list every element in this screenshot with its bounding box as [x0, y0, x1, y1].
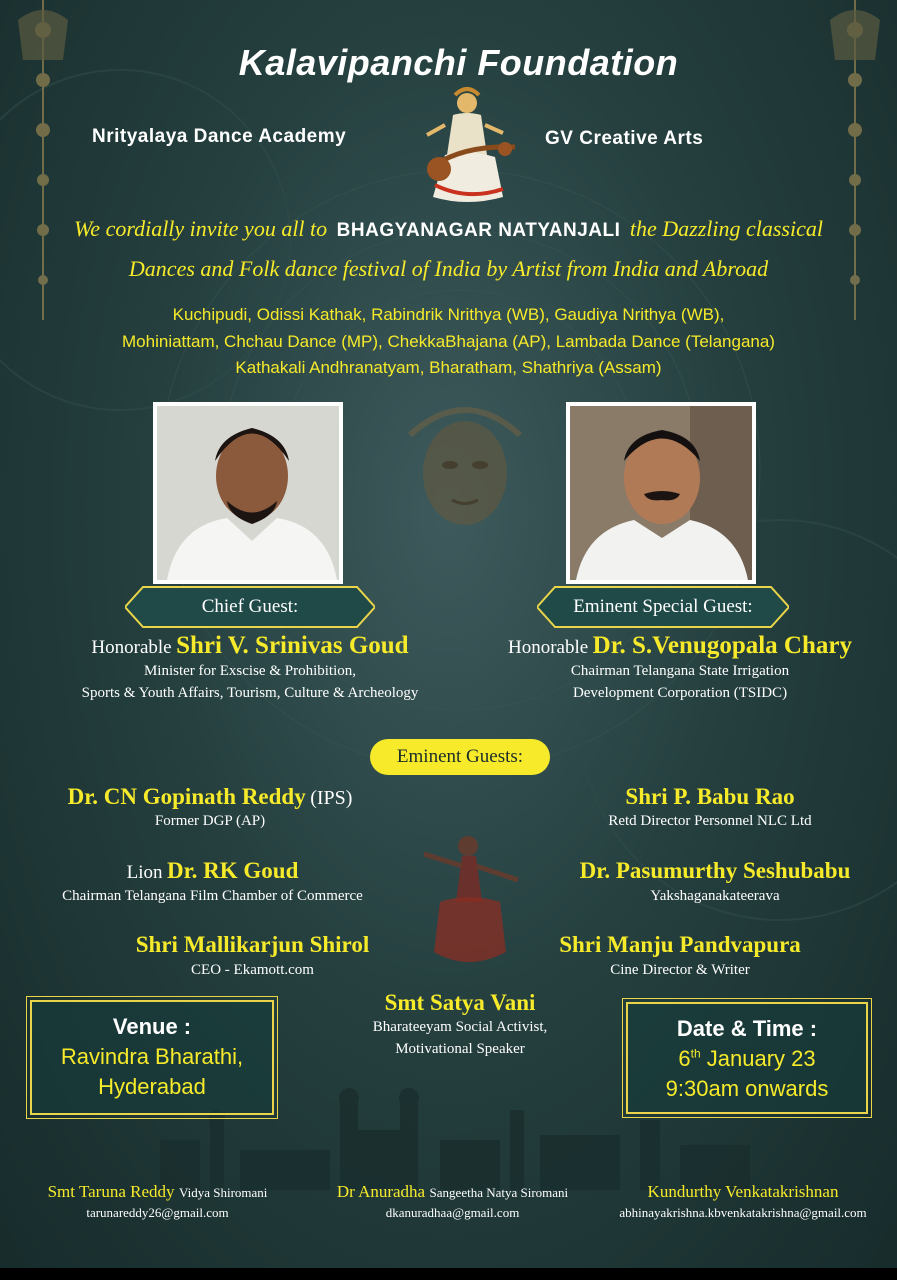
date-time-label: Date & Time :: [676, 1016, 818, 1041]
special-guest-role-2: Development Corporation (TSIDC): [572, 685, 788, 701]
dance-list-line-1: Kuchipudi, Odissi Kathak, Rabindrik Nrithya (WB), Gaudiya Nrithya (WB),: [172, 305, 725, 324]
eminent-guest-4-name: Dr. Pasumurthy Seshubabu: [579, 858, 851, 883]
invitation-intro: We cordially invite you all to: [74, 216, 328, 241]
event-day-suffix: th: [690, 1046, 701, 1061]
venue-line-1: Ravindra Bharathi,: [60, 1044, 244, 1069]
venue-box: [30, 1000, 274, 1115]
eminent-guest-4-role: Yakshaganakateerava: [650, 888, 780, 904]
eminent-guest-3-role: Chairman Telangana Film Chamber of Commerce: [62, 888, 363, 904]
contact-3-name: Kundurthy Venkatakrishnan: [647, 1182, 839, 1201]
special-guest-banner: Eminent Special Guest:: [573, 596, 753, 617]
eminent-guest-1-role: Former DGP (AP): [154, 813, 266, 829]
eminent-guest-7: [250, 990, 670, 1016]
eminent-guest-5-name: Shri Mallikarjun Shirol: [135, 932, 370, 957]
saraswati-veena-logo: [405, 85, 525, 210]
eminent-guest-6-name: Shri Manju Pandvapura: [559, 932, 801, 957]
eminent-guest-2-role: Retd Director Personnel NLC Ltd: [608, 813, 812, 829]
special-guest-name: Dr. S.Venugopala Chary: [592, 632, 852, 659]
invitation-line-2: Dances and Folk dance festival of India by Artist from India and Abroad: [128, 256, 769, 281]
eminent-guest-6-role: Cine Director & Writer: [610, 962, 750, 978]
special-guest-name-line: [470, 632, 890, 660]
event-day: 6: [678, 1046, 691, 1071]
special-guest-photo: [566, 402, 756, 584]
right-org-name: GV Creative Arts: [545, 128, 704, 149]
eminent-guest-4: [500, 858, 897, 884]
chief-guest-photo: [153, 402, 343, 584]
eminent-guest-5-role: CEO - Ekamott.com: [191, 962, 314, 978]
venue-label: Venue :: [112, 1014, 192, 1039]
event-time: 9:30am onwards: [665, 1076, 829, 1101]
venue-line-2: Hyderabad: [98, 1074, 206, 1099]
eminent-guest-3-name: Dr. RK Goud: [166, 858, 299, 883]
eminent-guest-7-name: Smt Satya Vani: [384, 990, 536, 1015]
contact-2-title: Sangeetha Natya Siromani: [429, 1185, 569, 1200]
contact-1-name: Smt Taruna Reddy: [47, 1182, 175, 1201]
chief-guest-banner: Chief Guest:: [201, 596, 299, 617]
eminent-guest-6: [470, 932, 890, 958]
dance-list-line-3: Kathakali Andhranatyam, Bharatham, Shathriya (Assam): [235, 358, 662, 377]
dance-list-line-2: Mohiniattam, Chchau Dance (MP), ChekkaBhajana (AP), Lambada Dance (Telangana): [122, 332, 775, 351]
chief-guest-role-1: Minister for Exscise & Prohibition,: [143, 663, 357, 679]
eminent-guest-7-role-2: Motivational Speaker: [395, 1041, 525, 1057]
chief-guest-name: Shri V. Srinivas Goud: [176, 632, 409, 659]
event-month-year: January 23: [706, 1046, 816, 1071]
contact-3: [597, 1182, 889, 1221]
eminent-guest-7-role-1: Bharateeyam Social Activist,: [372, 1019, 548, 1035]
invitation-line-1: [0, 216, 897, 242]
chief-guest-prefix: Honorable: [91, 637, 172, 658]
event-date: [628, 1046, 866, 1072]
eminent-guest-1-suffix: (IPS): [310, 787, 353, 809]
contact-1-email[interactable]: tarunareddy26@gmail.com: [86, 1205, 229, 1220]
deity-face-decoration: [390, 395, 540, 545]
contact-2: [310, 1182, 595, 1221]
eminent-guest-2: [500, 784, 897, 810]
eminent-guests-label: Eminent Guests:: [370, 739, 550, 775]
contact-1: [20, 1182, 295, 1221]
contact-2-email[interactable]: dkanuradhaa@gmail.com: [385, 1205, 520, 1220]
contact-3-email[interactable]: abhinayakrishna.kbvenkatakrishna@gmail.com: [619, 1205, 867, 1220]
eminent-guest-3: [0, 858, 425, 884]
special-guest-role-1: Chairman Telangana State Irrigation: [570, 663, 790, 679]
chief-guest-name-line: [0, 632, 500, 660]
bottom-border: [0, 1268, 897, 1280]
eminent-guest-1-name: Dr. CN Gopinath Reddy: [67, 784, 306, 809]
date-time-box: [626, 1002, 868, 1114]
left-org-name: Nrityalaya Dance Academy: [92, 126, 347, 147]
invitation-continue: the Dazzling classical: [629, 216, 823, 241]
special-guest-prefix: Honorable: [508, 637, 589, 658]
foundation-title: Kalavipanchi Foundation: [238, 42, 679, 83]
chief-guest-role-2: Sports & Youth Affairs, Tourism, Culture & Archeology: [81, 685, 419, 701]
contact-2-name: Dr Anuradha: [336, 1182, 426, 1201]
contact-1-title: Vidya Shiromani: [178, 1185, 268, 1200]
eminent-guest-5: [0, 932, 505, 958]
eminent-guest-1: [0, 784, 420, 810]
eminent-guest-3-prefix: Lion: [126, 862, 163, 883]
event-name: BHAGYANAGAR NATYANJALI: [336, 220, 621, 241]
eminent-guest-2-name: Shri P. Babu Rao: [625, 784, 795, 809]
